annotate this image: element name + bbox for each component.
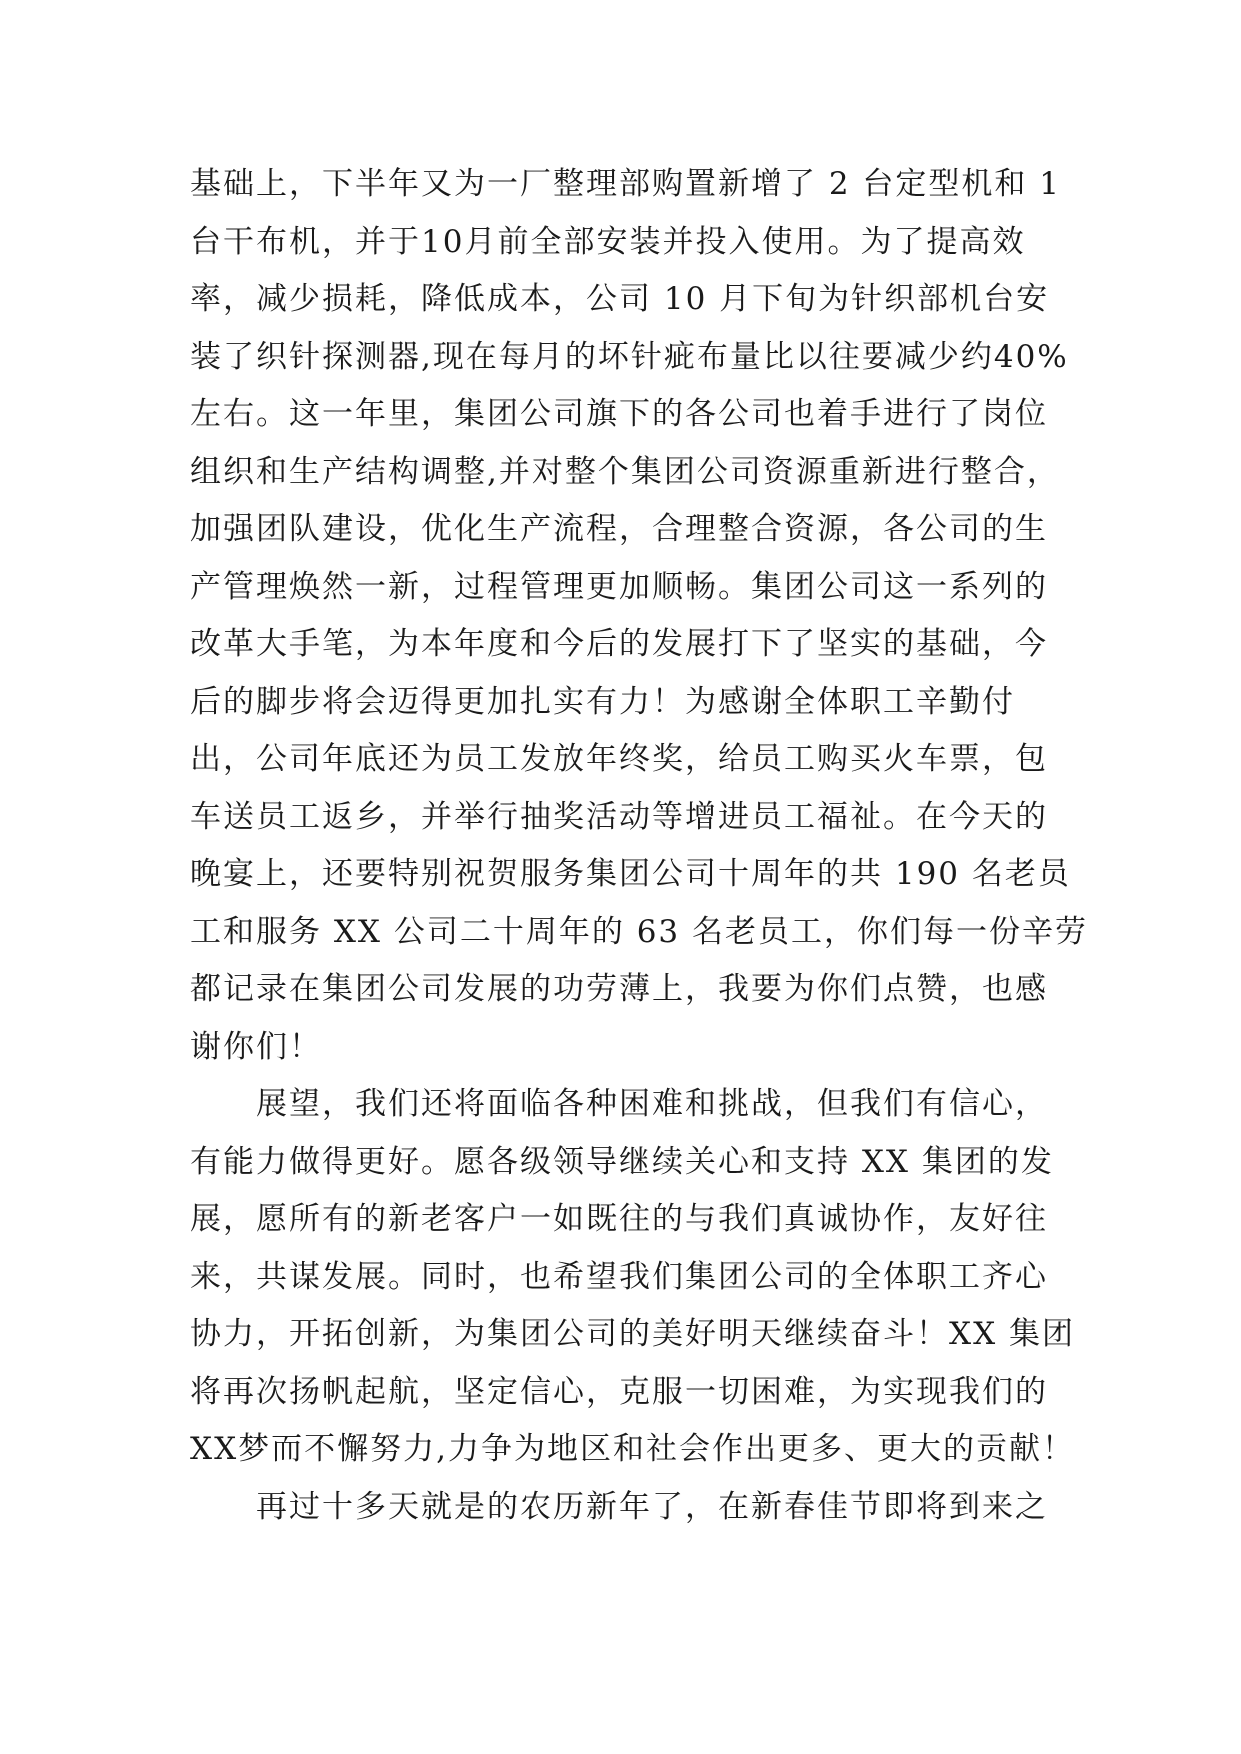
text-line: 车送员工返乡，并举行抽奖活动等增进员工福祉。在今天的 — [190, 798, 1048, 835]
text-line: 产管理焕然一新，过程管理更加顺畅。集团公司这一系列的 — [190, 568, 1048, 605]
text-line: 来，共谋发展。同时，也希望我们集团公司的全体职工齐心 — [190, 1258, 1048, 1295]
text-line: 谢你们！ — [190, 1028, 322, 1065]
text-line: 左右。这一年里，集团公司旗下的各公司也着手进行了岗位 — [190, 396, 1048, 432]
paragraph-start-line: 再过十多天就是的农历新年了，在新春佳节即将到来之 — [256, 1488, 1048, 1525]
text-line: 有能力做得更好。愿各级领导继续关心和支持 XX 集团的发 — [190, 1143, 1054, 1180]
text-line: 将再次扬帆起航，坚定信心，克服一切困难，为实现我们的 — [190, 1373, 1048, 1410]
text-line: 后的脚步将会迈得更加扎实有力！为感谢全体职工辛勤付 — [190, 683, 1015, 720]
text-line: 装了织针探测器,现在每月的坏针疵布量比以往要减少约40% — [190, 338, 1069, 375]
text-line: 组织和生产结构调整,并对整个集团公司资源重新进行整合， — [190, 453, 1060, 490]
text-line: 台干布机，并于10月前全部安装并投入使用。为了提高效 — [190, 223, 1026, 260]
text-line: 加强团队建设，优化生产流程，合理整合资源，各公司的生 — [190, 511, 1048, 547]
text-line: 改革大手笔，为本年度和今后的发展打下了坚实的基础，今 — [190, 626, 1048, 662]
text-line: 工和服务 XX 公司二十周年的 63 名老员工，你们每一份辛劳 — [190, 913, 1088, 950]
paragraph-start-line: 展望，我们还将面临各种困难和挑战，但我们有信心， — [256, 1086, 1048, 1122]
text-line: 基础上，下半年又为一厂整理部购置新增了 2 台定型机和 1 — [190, 166, 1062, 202]
text-line: XX梦而不懈努力,力争为地区和社会作出更多、更大的贡献！ — [190, 1431, 1075, 1467]
text-line: 出，公司年底还为员工发放年终奖，给员工购买火车票，包 — [190, 741, 1048, 777]
text-line: 协力，开拓创新，为集团公司的美好明天继续奋斗！XX 集团 — [190, 1316, 1075, 1352]
document-body — [190, 156, 1088, 1536]
text-line: 率，减少损耗，降低成本，公司 10 月下旬为针织部机台安 — [190, 281, 1050, 317]
text-line: 都记录在集团公司发展的功劳薄上，我要为你们点赞，也感 — [190, 971, 1048, 1007]
text-line: 晚宴上，还要特别祝贺服务集团公司十周年的共 190 名老员 — [190, 856, 1071, 892]
text-line: 展，愿所有的新老客户一如既往的与我们真诚协作，友好往 — [190, 1201, 1048, 1237]
